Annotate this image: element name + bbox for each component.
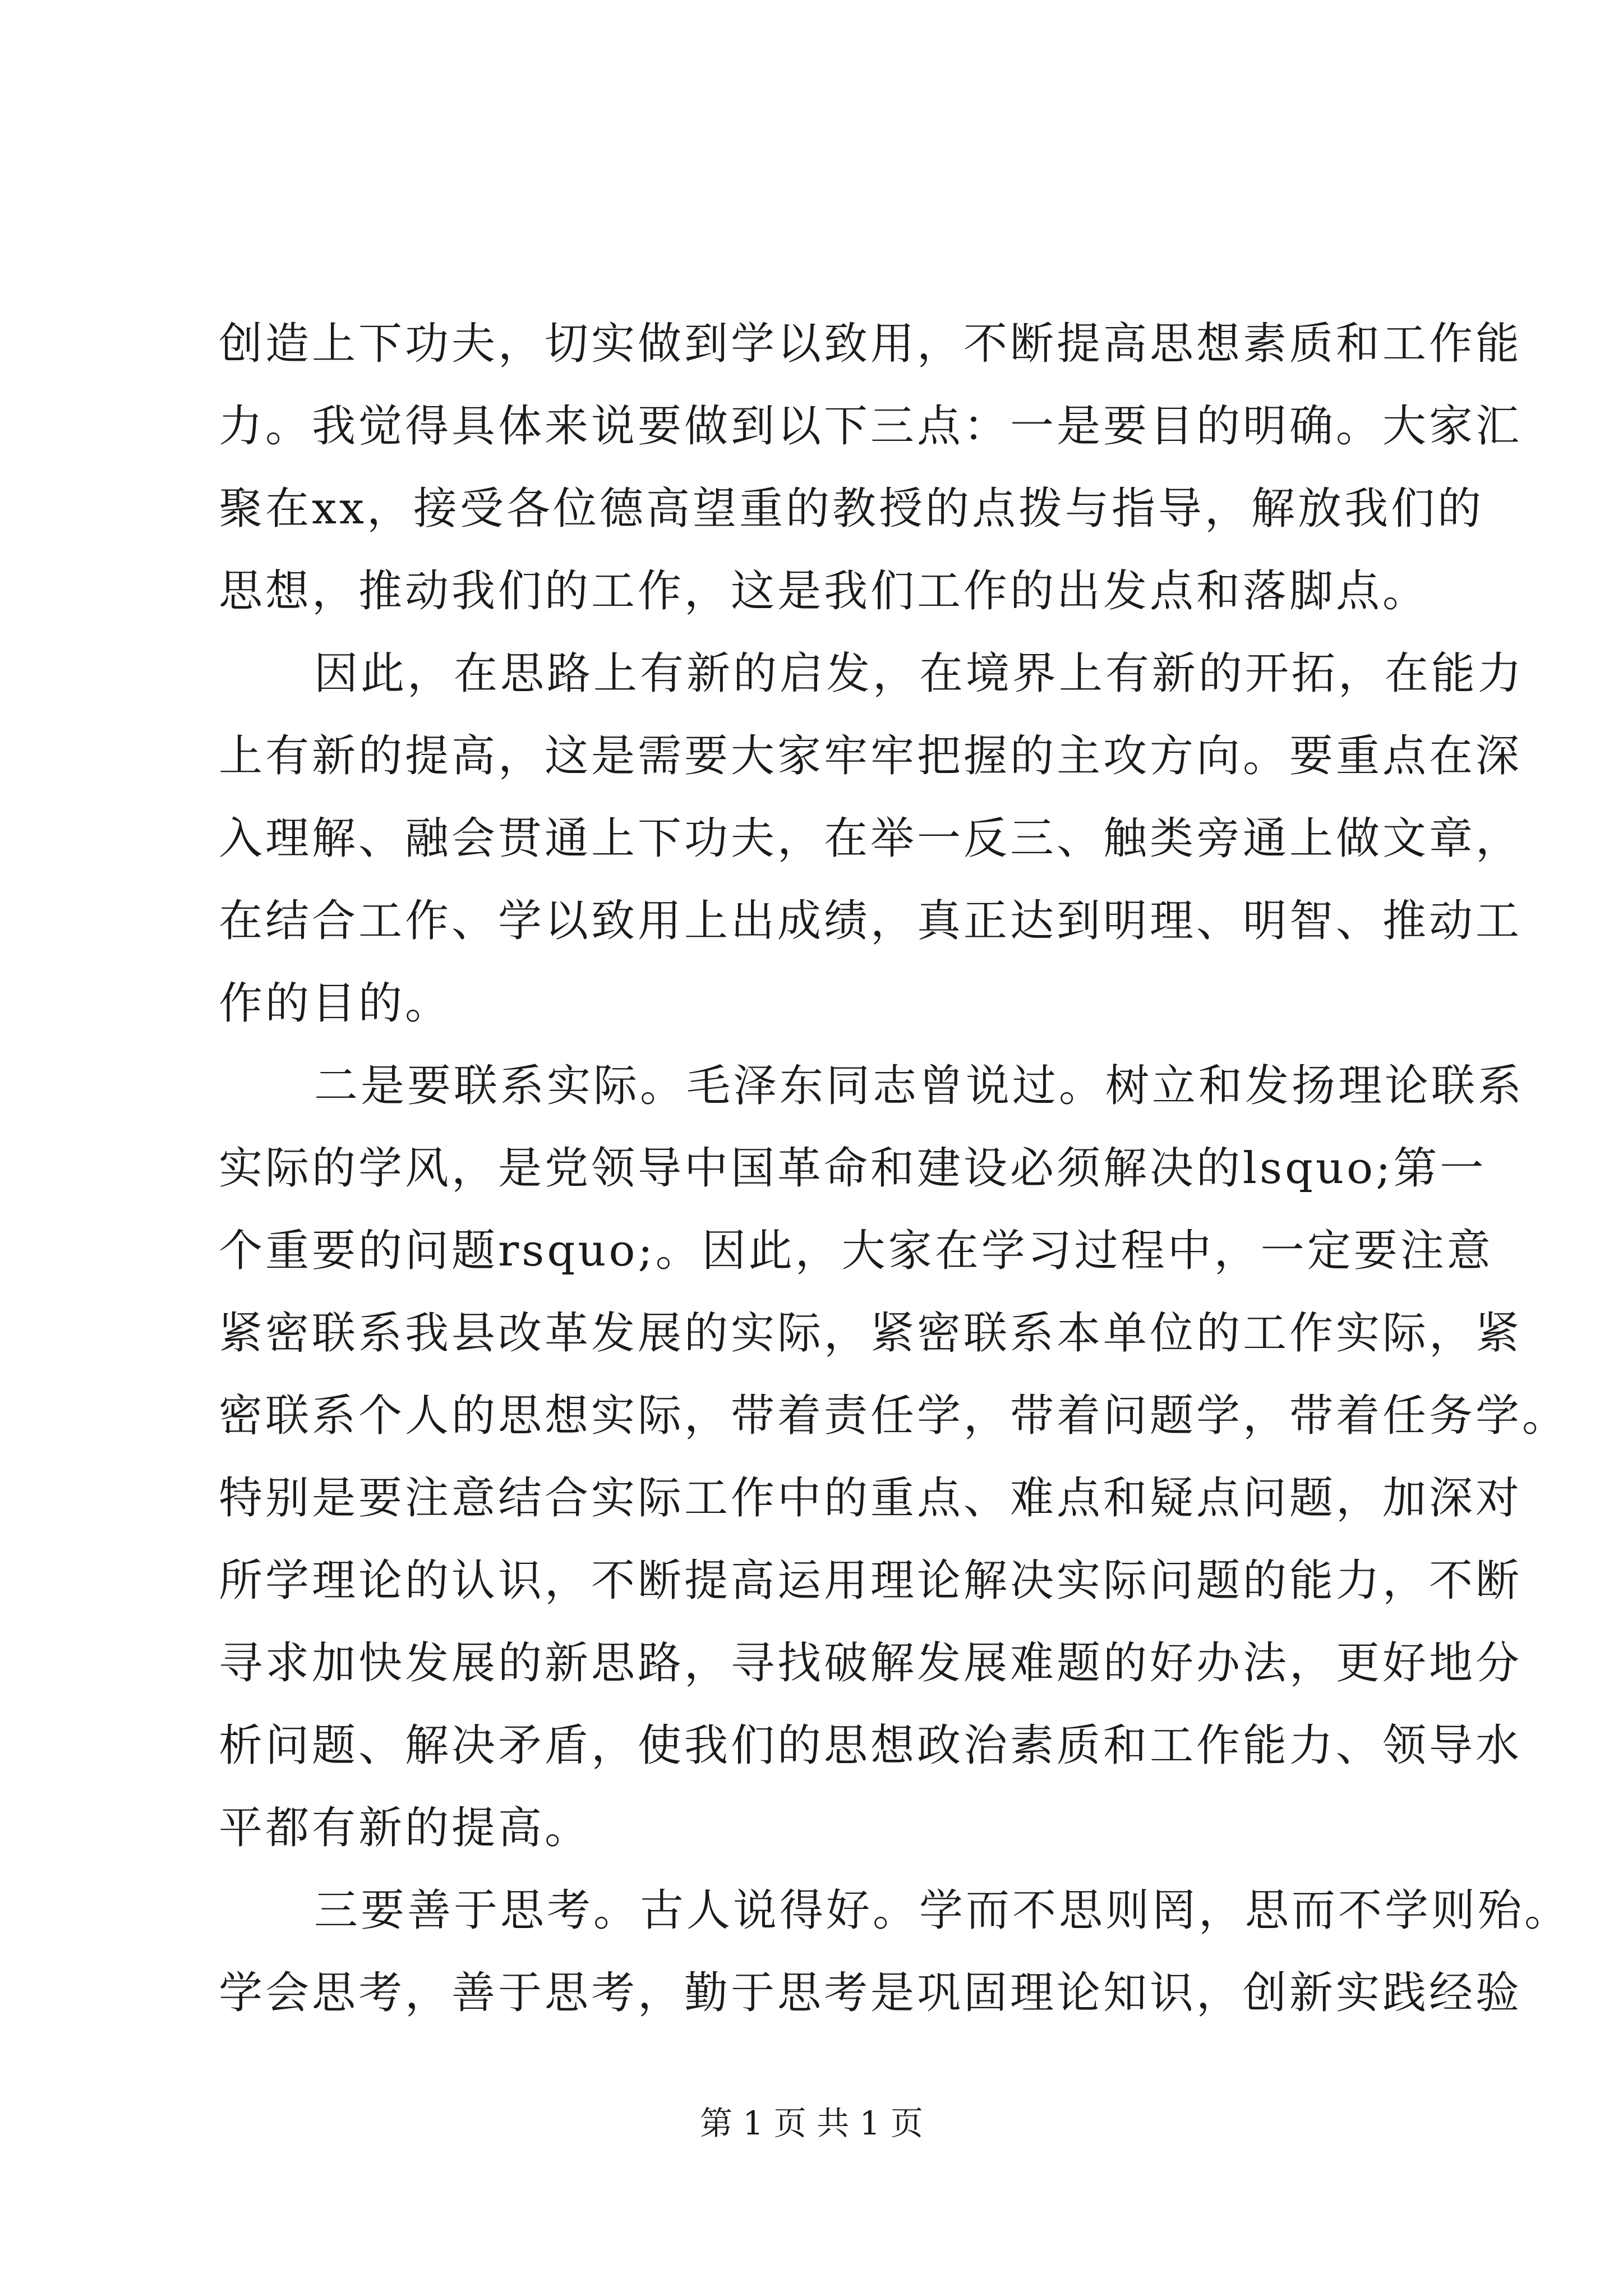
page-number-footer: 第 1 页 共 1 页 [700, 2104, 923, 2142]
text-line: 作的目的。 [219, 978, 452, 1029]
text-line: 在结合工作、学以致用上出成绩，真正达到明理、明智、推动工 [219, 896, 1523, 946]
document-body [219, 303, 1571, 2035]
text-line: 特别是要注意结合实际工作中的重点、难点和疑点问题，加深对 [219, 1473, 1523, 1524]
text-line: 实际的学风，是党领导中国革命和建设必须解决的lsquo;第一 [219, 1143, 1487, 1194]
text-line: 个重要的问题rsquo;。因此，大家在学习过程中，一定要注意 [219, 1226, 1493, 1276]
text-line: 所学理论的认识，不断提高运用理论解决实际问题的能力，不断 [219, 1556, 1523, 1606]
text-line: 紧密联系我县改革发展的实际，紧密联系本单位的工作实际，紧 [219, 1308, 1523, 1359]
text-line: 平都有新的提高。 [219, 1803, 592, 1853]
text-line: 思想，推动我们的工作，这是我们工作的出发点和落脚点。 [219, 566, 1430, 616]
text-line: 入理解、融会贯通上下功夫，在举一反三、触类旁通上做文章， [219, 813, 1523, 864]
text-line: 密联系个人的思想实际，带着责任学，带着问题学，带着任务学。 [219, 1391, 1569, 1441]
text-line: 析问题、解决矛盾，使我们的思想政治素质和工作能力、领导水 [219, 1720, 1523, 1771]
text-line: 学会思考，善于思考，勤于思考是巩固理论知识，创新实践经验 [219, 1968, 1523, 2018]
text-line: 创造上下功夫，切实做到学以致用，不断提高思想素质和工作能 [219, 319, 1523, 369]
text-line: 聚在xx，接受各位德高望重的教授的点拨与指导，解放我们的 [219, 484, 1484, 534]
text-line: 上有新的提高，这是需要大家牢牢把握的主攻方向。要重点在深 [219, 731, 1523, 781]
text-line: 力。我觉得具体来说要做到以下三点：一是要目的明确。大家汇 [219, 401, 1523, 452]
text-line: 因此，在思路上有新的启发，在境界上有新的开拓，在能力 [314, 648, 1525, 699]
text-line: 寻求加快发展的新思路，寻找破解发展难题的好办法，更好地分 [219, 1638, 1523, 1688]
text-line: 二是要联系实际。毛泽东同志曾说过。树立和发扬理论联系 [314, 1061, 1525, 1111]
text-line: 三要善于思考。古人说得好。学而不思则罔，思而不学则殆。 [314, 1885, 1571, 1936]
